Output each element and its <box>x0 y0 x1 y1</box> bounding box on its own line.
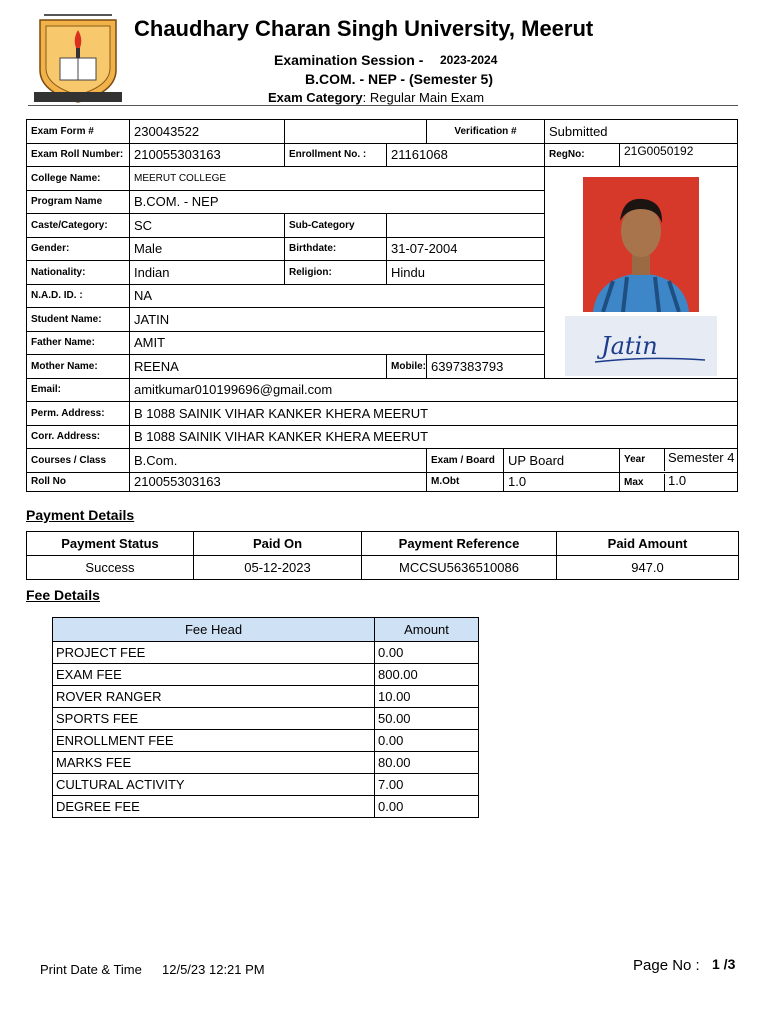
fee-amount: 50.00 <box>375 708 479 730</box>
paid-amount: 947.0 <box>557 556 739 580</box>
subcategory-label: Sub-Category <box>285 214 387 238</box>
fee-head: DEGREE FEE <box>53 796 375 818</box>
college-row <box>27 167 738 191</box>
payment-status: Success <box>27 556 194 580</box>
email-row <box>27 378 738 402</box>
course-title: B.COM. - NEP - (Semester 5) <box>305 71 494 87</box>
birthdate-value: 31-07-2004 <box>387 237 545 261</box>
nad-value: NA <box>130 284 545 308</box>
fee-head-header: Fee Head <box>53 618 375 642</box>
enrollment-value: 21161068 <box>387 143 545 167</box>
year-cell <box>620 449 738 473</box>
table-row <box>53 642 479 664</box>
page-number-value: 1 /3 <box>712 956 736 972</box>
nationality-label: Nationality: <box>27 261 130 285</box>
fee-head: CULTURAL ACTIVITY <box>53 774 375 796</box>
header-divider <box>28 105 738 106</box>
table-row <box>53 708 479 730</box>
father-name-label: Father Name: <box>27 331 130 355</box>
university-name: Chaudhary Charan Singh University, Meerut <box>134 16 594 41</box>
paid-on-header: Paid On <box>194 532 362 556</box>
paid-amount-header: Paid Amount <box>557 532 739 556</box>
regno-label: RegNo: <box>545 143 620 167</box>
exam-form-label: Exam Form # <box>27 120 130 144</box>
mobt-label: M.Obt <box>427 472 504 491</box>
signature-image <box>565 316 717 376</box>
roll-number-label: Exam Roll Number: <box>27 143 130 167</box>
payment-status-header: Payment Status <box>27 532 194 556</box>
table-row <box>53 796 479 818</box>
page-number-label: Page No : <box>633 957 700 974</box>
courses-label: Courses / Class <box>27 449 130 473</box>
religion-label: Religion: <box>285 261 387 285</box>
student-photo-image <box>583 177 699 312</box>
student-name-value: JATIN <box>130 308 545 332</box>
college-label: College Name: <box>27 167 130 191</box>
year-value: Semester 4 <box>668 450 735 466</box>
nationality-value: Indian <box>130 261 285 285</box>
program-label: Program Name <box>27 190 130 214</box>
exam-form-row <box>27 120 738 144</box>
fee-head: SPORTS FEE <box>53 708 375 730</box>
session-value: 2023-2024 <box>440 53 498 67</box>
mother-name-value: REENA <box>130 355 387 379</box>
student-signature <box>565 316 717 376</box>
print-date-label: Print Date & Time <box>40 962 142 977</box>
mother-name-label: Mother Name: <box>27 355 130 379</box>
college-value: MEERUT COLLEGE <box>130 167 545 191</box>
blank-cell <box>285 120 427 144</box>
fee-amount: 0.00 <box>375 730 479 752</box>
paid-on: 05-12-2023 <box>194 556 362 580</box>
regno-value: 21G0050192 <box>620 143 738 167</box>
perm-address-row <box>27 402 738 426</box>
exam-form-value: 230043522 <box>130 120 285 144</box>
caste-label: Caste/Category: <box>27 214 130 238</box>
gender-label: Gender: <box>27 237 130 261</box>
exam-category <box>268 90 484 105</box>
nad-label: N.A.D. ID. : <box>27 284 130 308</box>
gender-value: Male <box>130 237 285 261</box>
corr-address-row <box>27 425 738 449</box>
year-label: Year <box>620 449 665 471</box>
mobt-value: 1.0 <box>504 472 620 491</box>
fee-details-heading: Fee Details <box>26 587 100 603</box>
payment-details-heading: Payment Details <box>26 507 135 523</box>
courses-row <box>27 449 738 473</box>
subcategory-value <box>387 214 545 238</box>
corr-address-label: Corr. Address: <box>27 425 130 449</box>
roll-number-row <box>27 143 738 167</box>
perm-address-label: Perm. Address: <box>27 402 130 426</box>
session-label: Examination Session - <box>274 52 424 68</box>
corr-address-value: B 1088 SAINIK VIHAR KANKER KHERA MEERUT <box>130 425 738 449</box>
rollno-label: Roll No <box>27 472 130 491</box>
table-row <box>53 686 479 708</box>
verification-label: Verification # <box>427 120 545 144</box>
program-value: B.COM. - NEP <box>130 190 545 214</box>
table-row <box>53 752 479 774</box>
religion-value: Hindu <box>387 261 545 285</box>
payment-reference: MCCSU5636510086 <box>362 556 557 580</box>
payment-row <box>27 556 739 580</box>
fee-amount: 0.00 <box>375 796 479 818</box>
max-cell <box>620 472 738 491</box>
fee-amount-header: Amount <box>375 618 479 642</box>
university-seal-logo <box>30 12 126 106</box>
courses-value: B.Com. <box>130 449 427 473</box>
fee-amount: 800.00 <box>375 664 479 686</box>
signature-text: Jatin <box>601 332 658 360</box>
rollno-value: 210055303163 <box>130 472 427 491</box>
payment-header-row <box>27 532 739 556</box>
student-name-label: Student Name: <box>27 308 130 332</box>
verification-value: Submitted <box>545 120 738 144</box>
fee-amount: 10.00 <box>375 686 479 708</box>
fee-head: MARKS FEE <box>53 752 375 774</box>
roll-number-value: 210055303163 <box>130 143 285 167</box>
fee-head: PROJECT FEE <box>53 642 375 664</box>
birthdate-label: Birthdate: <box>285 237 387 261</box>
mobile-label: Mobile: <box>387 355 427 379</box>
student-photo <box>583 177 699 312</box>
fee-amount: 0.00 <box>375 642 479 664</box>
table-row <box>53 774 479 796</box>
photo-signature-cell <box>545 167 738 379</box>
board-value: UP Board <box>504 449 620 473</box>
father-name-value: AMIT <box>130 331 545 355</box>
caste-value: SC <box>130 214 285 238</box>
table-row <box>53 664 479 686</box>
perm-address-value: B 1088 SAINIK VIHAR KANKER KHERA MEERUT <box>130 402 738 426</box>
mobile-value: 6397383793 <box>427 355 545 379</box>
fee-amount: 80.00 <box>375 752 479 774</box>
fee-head: ROVER RANGER <box>53 686 375 708</box>
table-row <box>53 730 479 752</box>
email-label: Email: <box>27 378 130 402</box>
fee-head: ENROLLMENT FEE <box>53 730 375 752</box>
payment-table <box>26 531 739 580</box>
fee-head: EXAM FEE <box>53 664 375 686</box>
max-label: Max <box>620 474 665 491</box>
enrollment-label: Enrollment No. : <box>285 143 387 167</box>
print-date-value: 12/5/23 12:21 PM <box>162 962 265 977</box>
fee-table <box>52 617 479 818</box>
payment-reference-header: Payment Reference <box>362 532 557 556</box>
fee-header-row <box>53 618 479 642</box>
board-label: Exam / Board <box>427 449 504 473</box>
exam-category-label: Exam Category <box>268 90 363 105</box>
exam-category-value: : Regular Main Exam <box>362 90 485 105</box>
max-value: 1.0 <box>668 472 687 488</box>
email-value: amitkumar010199696@gmail.com <box>130 378 738 402</box>
fee-amount: 7.00 <box>375 774 479 796</box>
student-info-table <box>26 119 738 492</box>
rollno-row <box>27 472 738 491</box>
